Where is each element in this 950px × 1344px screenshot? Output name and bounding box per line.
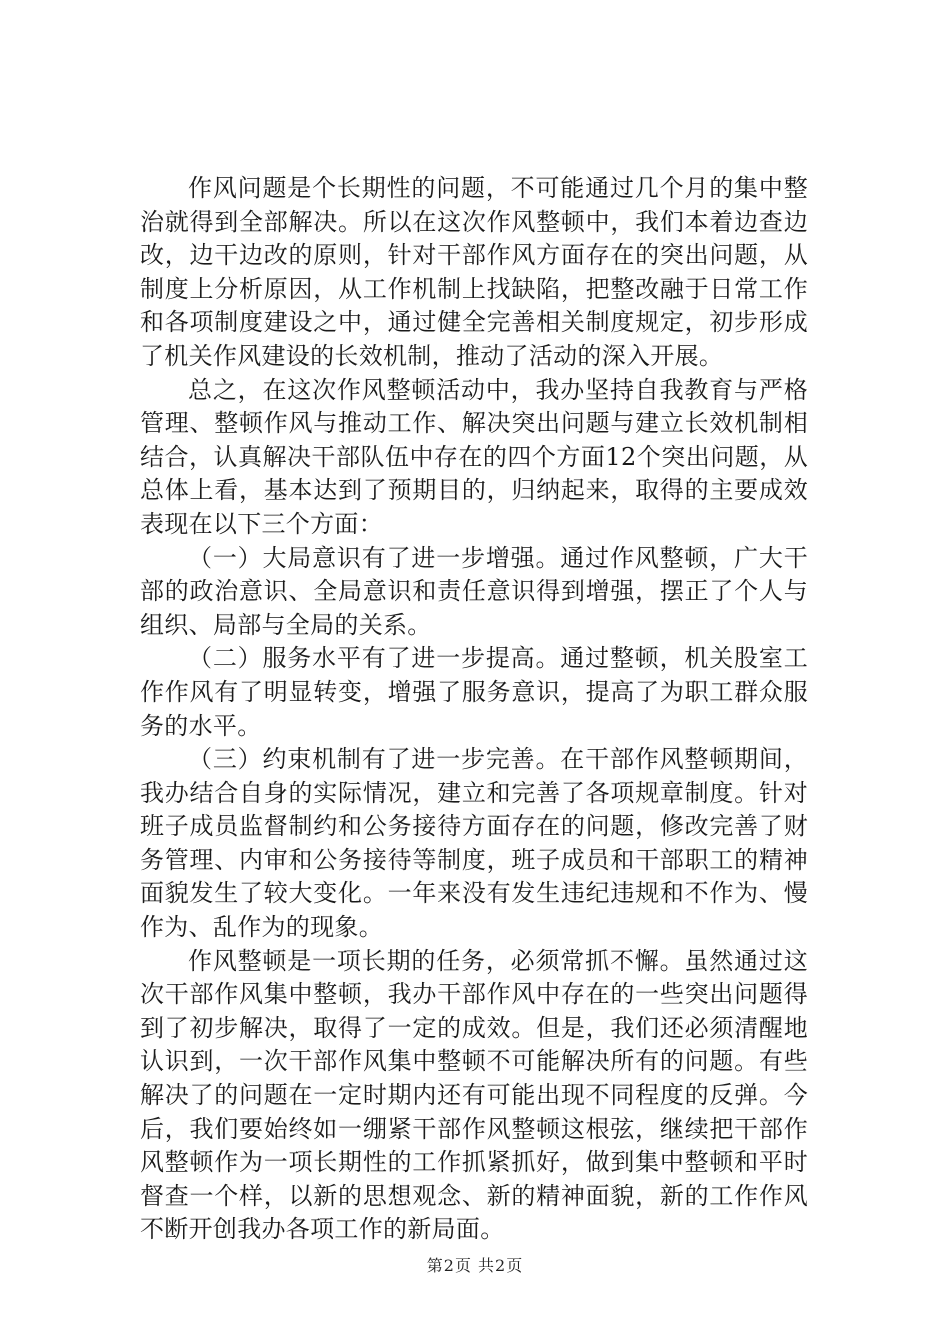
paragraph-summary: 总之，在这次作风整顿活动中，我办坚持自我教育与严格管理、整顿作风与推动工作、解决突出问题与建立长效机制相结合，认真解决干部队伍中存在的四个方面12个突出问题，从总体上看，基本达到了预期目的，归纳起来，取得的主要成效表现在以下三个方面：	[140, 375, 808, 538]
paragraph-point-two: （二）服务水平有了进一步提高。通过整顿，机关股室工作作风有了明显转变，增强了服务意识，提高了为职工群众服务的水平。	[140, 644, 808, 740]
paragraph-long-term-issue: 作风问题是个长期性的问题，不可能通过几个月的集中整治就得到全部解决。所以在这次作风整顿中，我们本着边查边改，边干边改的原则，针对干部作风方面存在的突出问题，从制度上分析原因，从工作机制上找缺陷，把整改融于日常工作和各项制度建设之中，通过健全完善相关制度规定，初步形成了机关作风建设的长效机制，推动了活动的深入开展。	[140, 174, 808, 370]
paragraph-point-three: （三）约束机制有了进一步完善。在干部作风整顿期间，我办结合自身的实际情况，建立和完善了各项规章制度。针对班子成员监督制约和公务接待方面存在的问题，修改完善了财务管理、内审和公务接待等制度，班子成员和干部职工的精神面貌发生了较大变化。一年来没有发生违纪违规和不作为、慢作为、乱作为的现象。	[140, 745, 808, 942]
paragraph-point-one: （一）大局意识有了进一步增强。通过作风整顿，广大干部的政治意识、全局意识和责任意识得到增强，摆正了个人与组织、局部与全局的关系。	[140, 543, 808, 639]
page-number-footer: 第2页 共2页	[426, 1256, 524, 1275]
document-body	[140, 172, 808, 1247]
paragraph-conclusion: 作风整顿是一项长期的任务，必须常抓不懈。虽然通过这次干部作风集中整顿，我办干部作风中存在的一些突出问题得到了初步解决，取得了一定的成效。但是，我们还必须清醒地认识到，一次干部作风集中整顿不可能解决所有的问题。有些解决了的问题在一定时期内还有可能出现不同程度的反弹。今后，我们要始终如一绷紧干部作风整顿这根弦，继续把干部作风整顿作为一项长期性的工作抓紧抓好，做到集中整顿和平时督查一个样，以新的思想观念、新的精神面貌，新的工作作风不断开创我办各项工作的新局面。	[140, 946, 808, 1244]
